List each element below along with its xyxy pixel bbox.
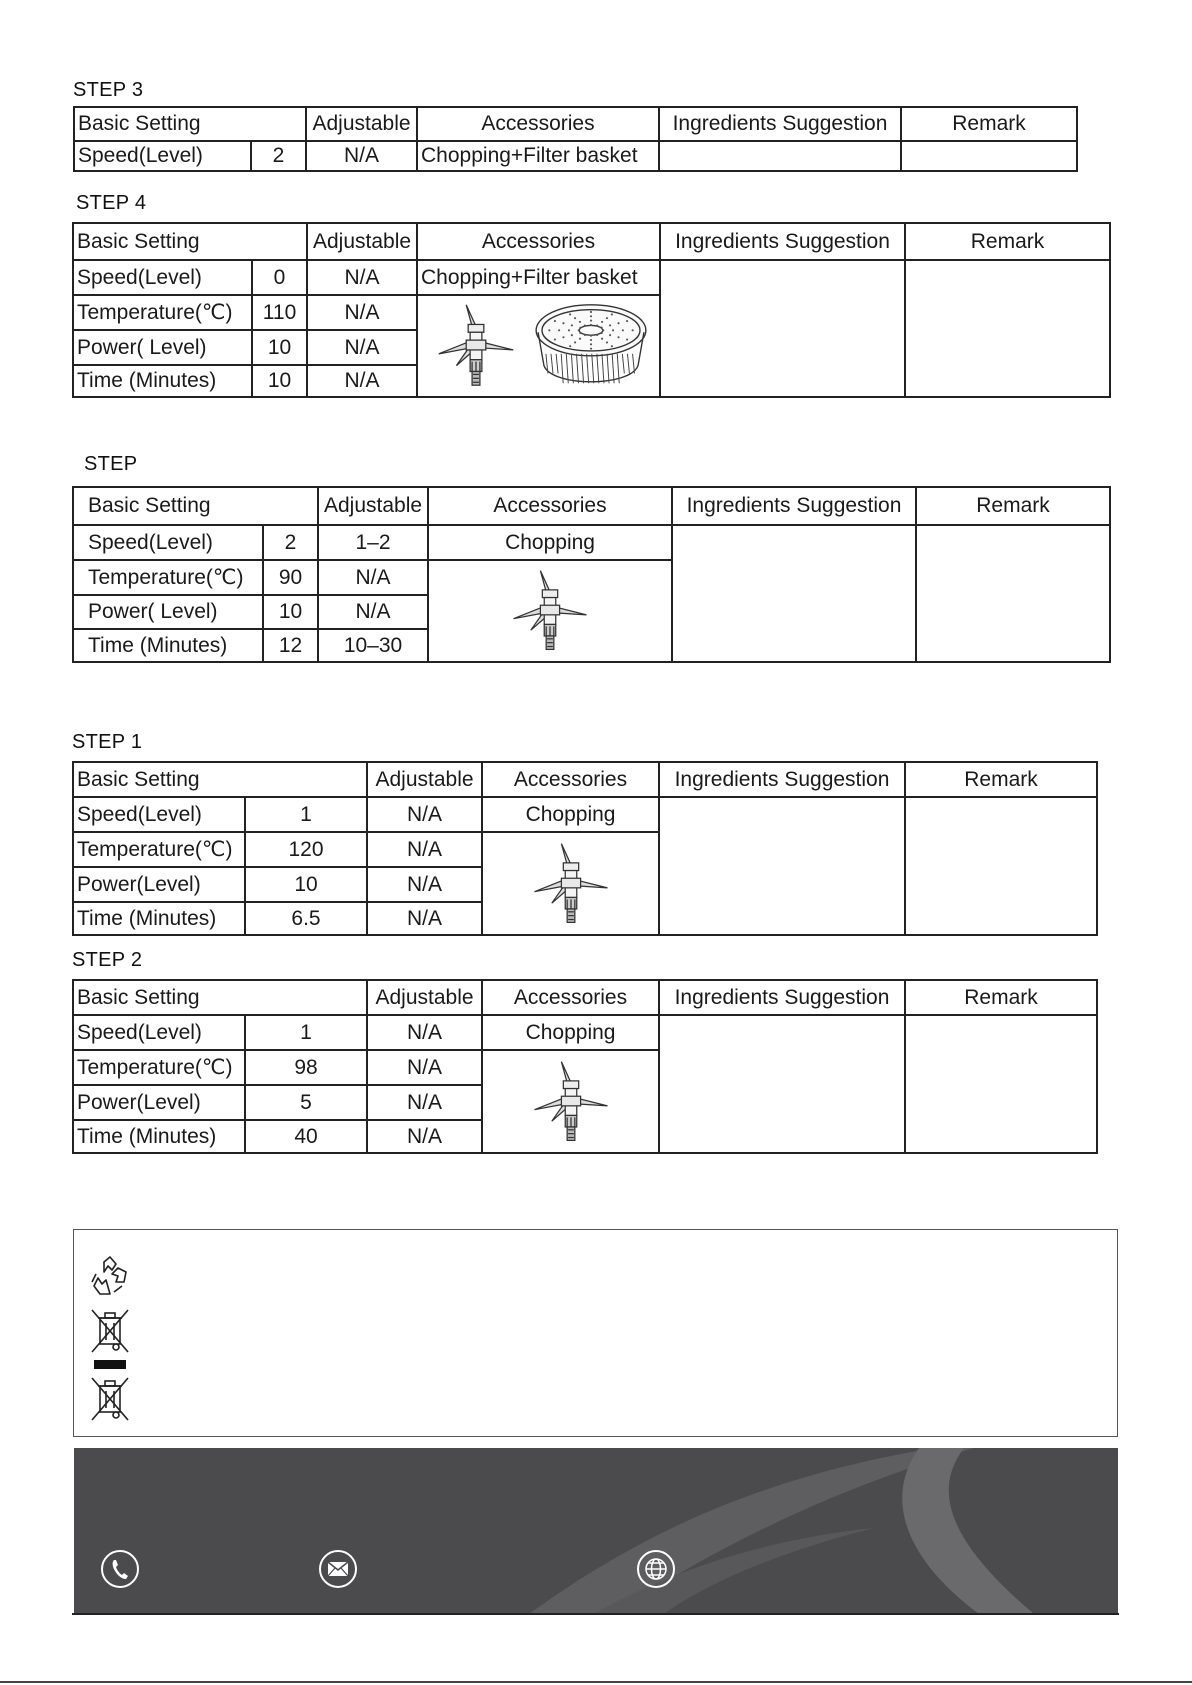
setting-adjustable: N/A (307, 330, 417, 365)
setting-label: Time (Minutes) (73, 902, 245, 935)
header-basic-setting: Basic Setting (73, 980, 367, 1015)
header-remark: Remark (901, 107, 1077, 141)
header-remark: Remark (916, 487, 1110, 525)
setting-adjustable: N/A (367, 902, 482, 935)
filter-basket-icon (531, 297, 651, 395)
setting-label: Temperature(℃) (73, 832, 245, 867)
header-adjustable: Adjustable (367, 762, 482, 797)
chopping-blade-icon (500, 563, 600, 659)
header-ingredients-suggestion: Ingredients Suggestion (659, 107, 901, 141)
header-ingredients-suggestion: Ingredients Suggestion (659, 762, 905, 797)
remark-cell (905, 1015, 1097, 1153)
page-bottom-edge (0, 1681, 1192, 1683)
setting-value: 120 (245, 832, 367, 867)
header-remark: Remark (905, 980, 1097, 1015)
step-unnumbered-title: STEP (84, 453, 138, 475)
accessory-image-cell (417, 295, 660, 397)
header-remark: Remark (905, 762, 1097, 797)
accessory-image-cell (482, 832, 659, 935)
setting-value: 0 (252, 260, 307, 295)
remark-cell (905, 797, 1097, 935)
header-remark: Remark (905, 223, 1110, 260)
header-adjustable: Adjustable (367, 980, 482, 1015)
header-basic-setting: Basic Setting (73, 223, 307, 260)
setting-value: 10 (252, 330, 307, 365)
step-4-table (72, 222, 1111, 398)
chopping-blade-icon (426, 297, 526, 395)
step-1-title: STEP 1 (72, 731, 143, 753)
ingredients-cell (672, 525, 916, 662)
header-ingredients-suggestion: Ingredients Suggestion (660, 223, 905, 260)
setting-value: 1 (245, 797, 367, 832)
remark-cell (905, 260, 1110, 397)
setting-adjustable: N/A (307, 260, 417, 295)
setting-value: 10 (252, 365, 307, 397)
globe-icon (636, 1549, 676, 1589)
step-4-title: STEP 4 (76, 192, 147, 214)
setting-value: 90 (263, 560, 318, 595)
setting-value: 1 (245, 1015, 367, 1050)
header-accessories: Accessories (428, 487, 672, 525)
accessory-name: Chopping (482, 1015, 659, 1050)
setting-label: Speed(Level) (73, 797, 245, 832)
setting-adjustable: N/A (318, 595, 428, 629)
phone-icon (100, 1549, 140, 1589)
remark-cell (901, 141, 1077, 171)
setting-value: 6.5 (245, 902, 367, 935)
accessory-name: Chopping+Filter basket (417, 141, 659, 171)
recycle-icon (88, 1254, 132, 1298)
setting-adjustable: N/A (367, 1050, 482, 1085)
setting-value: 98 (245, 1050, 367, 1085)
setting-label: Temperature(℃) (73, 1050, 245, 1085)
header-basic-setting: Basic Setting (74, 107, 306, 141)
header-adjustable: Adjustable (318, 487, 428, 525)
step-2-title: STEP 2 (72, 949, 143, 971)
step-1-table (72, 761, 1098, 936)
setting-value: 12 (263, 629, 318, 662)
weee-bin-with-bar-icon (88, 1308, 132, 1374)
step-3-table (73, 106, 1078, 172)
ingredients-cell (659, 1015, 905, 1153)
setting-adjustable: N/A (306, 141, 417, 171)
setting-value: 10 (245, 867, 367, 902)
setting-label: Power( Level) (73, 595, 263, 629)
header-accessories: Accessories (417, 223, 660, 260)
remark-cell (916, 525, 1110, 662)
footer-bottom-rule (72, 1613, 1119, 1615)
setting-adjustable: 1–2 (318, 525, 428, 560)
brand-swoosh-graphic (74, 1448, 1118, 1614)
setting-adjustable: N/A (367, 1015, 482, 1050)
contact-footer (74, 1448, 1118, 1614)
setting-label: Temperature(℃) (73, 560, 263, 595)
setting-label: Speed(Level) (74, 141, 251, 171)
header-ingredients-suggestion: Ingredients Suggestion (672, 487, 916, 525)
setting-label: Time (Minutes) (73, 365, 252, 397)
setting-adjustable: N/A (307, 365, 417, 397)
header-accessories: Accessories (482, 762, 659, 797)
setting-label: Time (Minutes) (73, 629, 263, 662)
chopping-blade-icon (521, 1054, 621, 1150)
setting-label: Power( Level) (73, 330, 252, 365)
step-2-table (72, 979, 1098, 1154)
step-3-title: STEP 3 (73, 79, 144, 101)
setting-label: Speed(Level) (73, 260, 252, 295)
header-accessories: Accessories (482, 980, 659, 1015)
chopping-blade-icon (521, 836, 621, 932)
ingredients-cell (659, 141, 901, 171)
disposal-symbols-box (73, 1229, 1118, 1437)
header-adjustable: Adjustable (306, 107, 417, 141)
accessory-name: Chopping+Filter basket (417, 260, 660, 295)
setting-value: 2 (251, 141, 306, 171)
accessory-name: Chopping (482, 797, 659, 832)
setting-label: Time (Minutes) (73, 1120, 245, 1153)
weee-bin-icon (88, 1376, 132, 1424)
setting-value: 10 (263, 595, 318, 629)
setting-value: 110 (252, 295, 307, 330)
accessory-image-cell (482, 1050, 659, 1153)
setting-adjustable: N/A (318, 560, 428, 595)
setting-adjustable: N/A (367, 1085, 482, 1120)
setting-value: 40 (245, 1120, 367, 1153)
accessory-name: Chopping (428, 525, 672, 560)
setting-adjustable: N/A (367, 867, 482, 902)
setting-value: 2 (263, 525, 318, 560)
header-ingredients-suggestion: Ingredients Suggestion (659, 980, 905, 1015)
setting-adjustable: N/A (367, 1120, 482, 1153)
header-accessories: Accessories (417, 107, 659, 141)
setting-label: Speed(Level) (73, 1015, 245, 1050)
accessory-image-cell (428, 560, 672, 662)
setting-adjustable: N/A (367, 832, 482, 867)
setting-adjustable: 10–30 (318, 629, 428, 662)
setting-value: 5 (245, 1085, 367, 1120)
setting-adjustable: N/A (307, 295, 417, 330)
ingredients-cell (660, 260, 905, 397)
header-basic-setting: Basic Setting (73, 762, 367, 797)
header-basic-setting: Basic Setting (73, 487, 318, 525)
setting-label: Temperature(℃) (73, 295, 252, 330)
setting-adjustable: N/A (367, 797, 482, 832)
setting-label: Speed(Level) (73, 525, 263, 560)
header-adjustable: Adjustable (307, 223, 417, 260)
setting-label: Power(Level) (73, 1085, 245, 1120)
mail-icon (318, 1549, 358, 1589)
setting-label: Power(Level) (73, 867, 245, 902)
step-unnumbered-table (72, 486, 1111, 663)
ingredients-cell (659, 797, 905, 935)
